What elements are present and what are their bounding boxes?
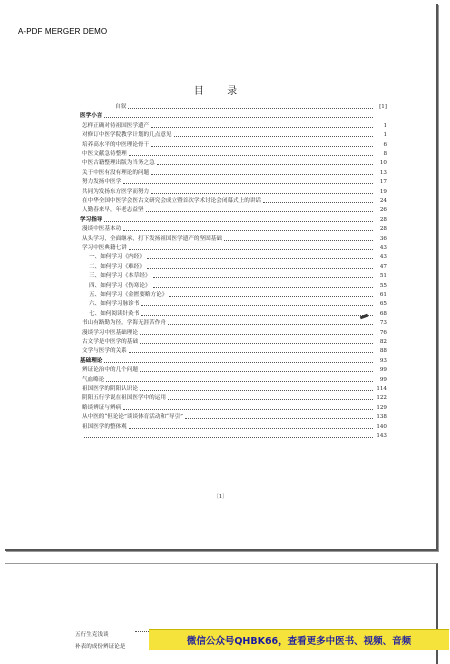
toc-entry-page: 93 [379,357,387,364]
toc-entry-title: 辨证论治中的几个问题 [82,367,138,374]
page2-line-2: 补表的成份辨证论是 [75,644,126,650]
toc-entry-page: 99 [379,376,387,383]
toc-entry-title: 文学与医学的关系 [82,348,127,355]
toc-entry [82,243,387,252]
toc-entry [80,356,387,365]
toc-leader-dots [123,229,373,231]
document-page-1 [5,4,438,551]
toc-entry-page: 129 [376,404,387,411]
toc-entry-title: 培养高水平的中医理论骨干 [82,141,150,148]
toc-entry [115,102,387,111]
toc-entry [82,224,387,233]
toc-entry-title: 医学小言 [80,113,103,120]
toc-entry-title: 四、如何学习《伤寒论》 [89,282,151,289]
toc-entry [82,149,387,158]
toc-entry-page: 122 [376,395,387,402]
toc-leader-dots [140,333,373,335]
toc-entry-title: 在中华全国中医学会医古文研究会成立暨首次学术讨论会闭幕式上的讲话 [82,198,262,204]
promo-banner[interactable]: 微信公众号QHBK66，查看更多中医书、视频、音频 [149,629,449,650]
toc-entry-title: 学习指导 [80,216,103,223]
toc-leader-dots [147,267,373,269]
toc-entry-title: 一、如何学习《内经》 [89,254,145,261]
toc-entry [82,187,387,196]
toc-entry-page: 76 [379,329,387,336]
toc-entry-title: 书山有路勤为径，学海无涯苦作舟 [82,320,166,327]
toc-leader-dots [169,295,373,297]
toc-entry [89,281,387,290]
toc-leader-dots [129,427,373,429]
toc-entry-page: 28 [379,216,387,223]
toc-title: 目 录 [193,86,248,97]
toc-entry-title: 中医文献急待整理 [82,151,127,157]
toc-entry-title: 古文学是中医学的基础 [82,339,138,345]
toc-entry [82,412,387,421]
toc-entry-page: 138 [376,414,387,421]
toc-entry [82,140,387,149]
toc-leader-dots [153,276,373,278]
toc-entry [82,422,387,431]
toc-entry-title: 二、如何学习《难经》 [89,263,145,270]
toc-entry [82,158,387,167]
toc-entry [82,121,387,130]
toc-entry-title: 努力发扬中医学 [82,179,122,186]
toc-entry [89,252,387,261]
toc-entry-title: 五、如何学习《金匮要略方论》 [89,292,168,298]
toc-entry-page: 10 [379,160,387,167]
toc-entry [89,290,387,299]
toc-leader-dots [168,323,373,325]
watermark-text: A-PDF MERGER DEMO [18,27,108,36]
toc-entry-page: 1 [383,132,387,139]
toc-leader-dots [129,248,373,250]
toc-entry [82,384,387,393]
toc-leader-dots [174,135,373,137]
toc-entry-page: 140 [376,423,387,430]
toc-entry [82,177,387,186]
toc-entry [82,318,387,327]
toc-entry [89,299,387,308]
toc-leader-dots [168,398,373,400]
toc-leader-dots [129,351,373,353]
toc-entry-page: 1 [383,122,387,129]
toc-entry-page: 47 [379,263,387,270]
toc-entry-page: 82 [379,339,387,345]
toc-entry [80,111,387,120]
toc-leader-dots [146,210,373,212]
toc-leader-dots [151,145,373,147]
toc-entry-title: 祖国医学的整体观 [82,423,127,430]
toc-leader-dots [141,304,373,306]
toc-entry-title: 六、如何学习脉诊书 [89,301,140,308]
toc-leader-dots [104,361,373,363]
toc-entry-title: 人勤春来早，年老志益坚 [82,207,144,214]
toc-entry-page: 13 [379,169,387,176]
toc-entry-title: 祖国医学的阴阳认识论 [82,386,138,392]
toc-leader-dots [140,389,373,391]
toc-leader-dots [263,201,373,203]
toc-entry-page: 61 [379,292,387,298]
toc-entry-title: 共同为发扬东方医学而努力 [82,188,150,195]
toc-entry-title: 漫谈学习中医基础理论 [82,329,138,336]
toc-entry-title: 七、如何阅读针灸书 [89,310,140,317]
toc-entry-title: 基础理论 [80,357,103,364]
toc-entry [82,234,387,243]
toc-entry-page: 73 [379,320,387,327]
toc-entry [89,309,387,318]
toc-leader-dots [151,173,373,175]
page-number: 〔1〕 [213,494,228,500]
toc-entry [80,215,387,224]
toc-entry-page: 68 [379,310,387,317]
toc-leader-dots [128,107,373,109]
toc-entry [82,365,387,374]
toc-entry-title: 从头学习，全面继承，打下发扬祖国医学遗产的坚固基础 [82,235,222,242]
toc-entry [82,328,387,337]
toc-leader-dots [129,154,373,156]
toc-leader-dots [123,182,373,184]
toc-entry-title: 学习中医典籍七讲 [82,245,127,251]
toc-entry-title: 三、如何学习《本草经》 [89,273,151,280]
toc-leader-dots [151,126,373,128]
toc-leader-dots [157,163,373,165]
toc-entry-page: 114 [376,386,387,392]
toc-entry-title: 漫谈中医基本功 [82,226,122,233]
toc-entry-title: 略谈辨证与辨病 [82,404,122,411]
toc-entry-page: 36 [379,235,387,242]
toc-leader-dots [104,220,373,222]
toc-entry [82,346,387,355]
toc-entry-page: 8 [383,151,387,157]
toc-leader-dots [141,314,373,316]
toc-entry-page: [1] [379,104,387,110]
toc-entry [82,205,387,214]
toc-entry-title: 关于中医有没有理论的问题 [82,169,150,176]
toc-entry [82,337,387,346]
toc-leader-dots [147,257,373,259]
toc-leader-dots [153,286,373,288]
toc-entry-page: 24 [379,198,387,204]
toc-entry-page: 43 [379,254,387,261]
toc-entry [89,271,387,280]
toc-entry-page: 88 [379,348,387,355]
toc-entry-title: 阴阳五行学说在祖国医学中的运用 [82,395,166,402]
toc-leader-dots [106,380,373,382]
toc-leader-dots [104,116,373,118]
toc-leader-dots [84,436,373,438]
toc-entry-page: 55 [379,282,387,289]
toc-leader-dots [140,342,373,344]
toc-entry-page: 143 [376,433,387,439]
toc-entry-title: 怎样正确对待祖国医学遗产 [82,122,150,129]
toc-entry [82,403,387,412]
toc-leader-dots [140,370,373,372]
toc-entry [82,196,387,205]
toc-entry-page: 19 [379,188,387,195]
toc-leader-dots [123,408,373,410]
toc-entry [82,375,387,384]
toc-entry-title: 从中医的“但论论”谈谈体育活动和“导引” [82,414,183,421]
toc-entry [82,431,387,440]
toc-entry-page: 51 [379,273,387,280]
toc-leader-dots [224,239,373,241]
toc-entry-page: 17 [379,179,387,186]
toc-entry-page: 99 [379,367,387,374]
toc-leader-dots [185,417,373,419]
toc-entry [89,262,387,271]
toc-entry-page: 43 [379,245,387,251]
toc-entry-title: 气血略论 [82,376,105,383]
toc-entry-title: 对修订中医学院教学计划的几点意见 [82,132,172,139]
toc-entry-page: 26 [379,207,387,214]
toc-entry [82,130,387,139]
toc-entry [82,393,387,402]
toc-entry-title: 中医古籍整理出版为当务之急 [82,160,155,167]
page2-line-1: 五行生克浅谈 [75,632,109,638]
toc-entry-page: 65 [379,301,387,308]
toc-entry-page: 6 [383,141,387,148]
toc-entry-page: 28 [379,226,387,233]
toc-leader-dots [151,192,373,194]
toc-entry [82,168,387,177]
toc-entry-title: 自叙 [115,104,127,110]
